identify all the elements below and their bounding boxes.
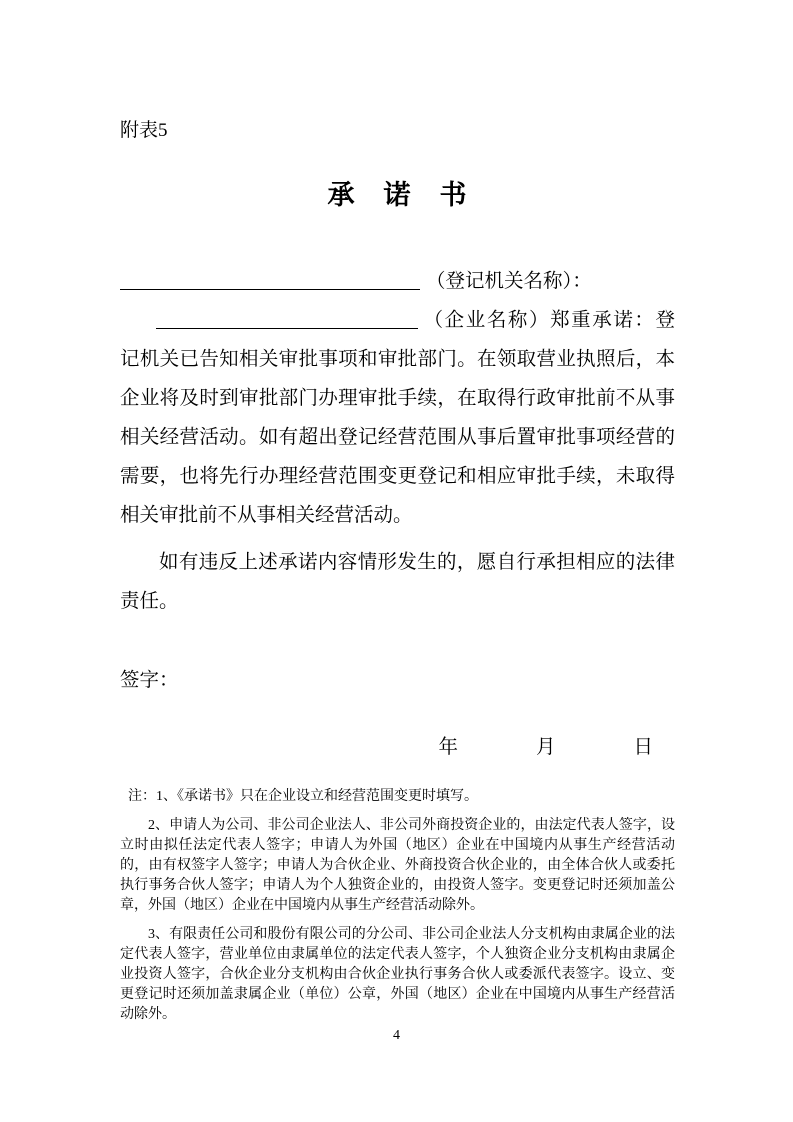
document-title: 承 诺 书	[327, 180, 468, 210]
commitment-paragraph	[120, 301, 675, 535]
commitment-text: （企业名称）郑重承诺：登记机关已告知相关审批事项和审批部门。在领取营业执照后，本企业将及时到审批部门办理审批手续，在取得行政审批前不从事相关经营活动。如有超出登记经营范围从事后置审批事项经营的需要，也将先行办理经营范围变更登记和相应审批手续，未取得相关审批前不从事相关经营活动。	[120, 310, 675, 526]
page-number: 4	[393, 1028, 400, 1043]
appendix-label: 附表5	[120, 120, 168, 141]
signature-label: 签字：	[120, 670, 179, 691]
date-line: 年 月 日	[438, 737, 653, 758]
liability-paragraph: 如有违反上述承诺内容情形发生的，愿自行承担相应的法律责任。	[120, 552, 675, 612]
registry-name-label: （登记机关名称）：	[426, 271, 592, 292]
enterprise-name-blank	[156, 306, 418, 329]
registry-name-line	[120, 262, 675, 301]
note-item-2: 2、申请人为公司、非公司企业法人、非公司外商投资企业的，由法定代表人签字，设立时由拟任法定代表人签字；申请人为外国（地区）企业在中国境内从事生产经营活动的，由有权签字人签字；申请人为合伙企业、外商投资合伙企业的，由全体合伙人或委托执行事务合伙人签字；申请人为个人独资企业的，由投资人签字。变更登记时还须加盖公章，外国（地区）企业在中国境内从事生产经营活动除外。	[120, 818, 675, 913]
note-item-3: 3、有限责任公司和股份有限公司的分公司、非公司企业法人分支机构由隶属企业的法定代表人签字，营业单位由隶属单位的法定代表人签字，个人独资企业分支机构由隶属企业投资人签字，合伙企业分支机构由合伙企业执行事务合伙人或委派代表签字。设立、变更登记时还须加盖隶属企业（单位）公章，外国（地区）企业在中国境内从事生产经营活动除外。	[120, 927, 675, 1022]
note-item-1: 注：1、《承诺书》只在企业设立和经营范围变更时填写。	[128, 789, 478, 804]
registry-name-blank	[120, 267, 420, 290]
notes-section	[120, 787, 675, 1025]
